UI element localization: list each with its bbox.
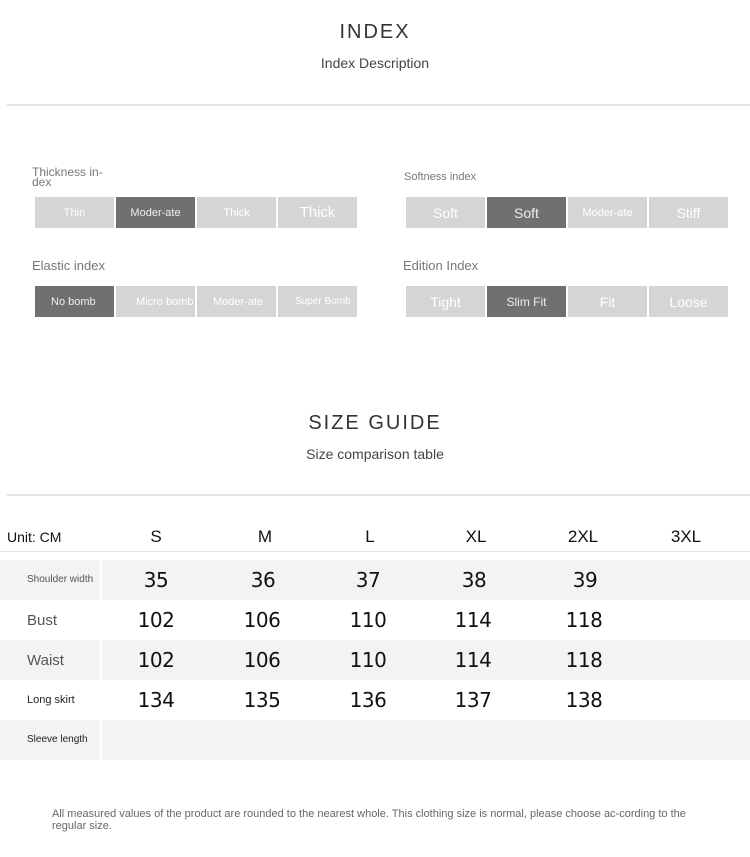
divider	[7, 104, 750, 106]
column-header: S	[150, 527, 162, 546]
column-header: XL	[465, 527, 487, 546]
table-cell: 102	[137, 648, 175, 672]
column-header: 2XL	[567, 527, 599, 546]
edition-option-fit: Fit	[568, 286, 647, 317]
row-label: Waist	[27, 651, 64, 669]
thickness-option-moderate: Moder-ate	[116, 197, 195, 228]
table-cell: 137	[454, 688, 492, 712]
thickness-option-thick-2: Thick	[278, 197, 357, 228]
size-table-header	[0, 523, 750, 551]
table-cell: 118	[565, 648, 603, 672]
softness-option-soft-2: Soft	[487, 197, 566, 228]
softness-option-stiff: Stiff	[649, 197, 728, 228]
table-row	[0, 680, 750, 720]
edition-index-label: Edition Index	[403, 258, 479, 273]
table-cell: 38	[461, 568, 487, 592]
table-cell: 134	[137, 688, 175, 712]
elastic-option-micro-bomb: Micro bomb	[116, 286, 195, 317]
table-cell: 39	[572, 568, 598, 592]
softness-index-label: Softness index	[404, 171, 477, 183]
elastic-option-super-bomb: Super Bomb	[278, 286, 357, 317]
edition-option-tight: Tight	[406, 286, 485, 317]
table-cell: 138	[565, 688, 603, 712]
table-cell: 106	[243, 608, 281, 632]
row-label: Long skirt	[27, 694, 75, 706]
table-row	[0, 560, 750, 600]
thickness-option-thick: Thick	[197, 197, 276, 228]
elastic-index-scale	[35, 286, 357, 317]
column-header: L	[365, 527, 375, 546]
thickness-index-label: Thickness in-dex	[32, 165, 103, 189]
table-cell: 114	[454, 648, 492, 672]
measurement-note: All measured values of the product are rounded to the nearest whole. This clothing size is normal, please choose ac-cording to the regular size.	[52, 808, 686, 832]
thickness-index-scale	[35, 197, 357, 228]
table-cell: 114	[454, 608, 492, 632]
table-cell: 118	[565, 608, 603, 632]
table-cell: 35	[143, 568, 169, 592]
edition-option-slim-fit: Slim Fit	[487, 286, 566, 317]
elastic-option-no-bomb: No bomb	[35, 286, 114, 317]
table-row	[0, 640, 750, 680]
index-title: INDEX	[339, 21, 411, 43]
softness-index-scale	[406, 197, 728, 228]
divider	[7, 494, 750, 496]
table-cell: 135	[243, 688, 281, 712]
table-row	[0, 600, 750, 640]
table-cell: 36	[250, 568, 276, 592]
table-cell: 102	[137, 608, 175, 632]
elastic-index-label: Elastic index	[32, 258, 105, 273]
table-cell: 136	[349, 688, 387, 712]
column-header: 3XL	[670, 527, 702, 546]
softness-option-soft: Soft	[406, 197, 485, 228]
size-guide-subtitle: Size comparison table	[306, 446, 444, 462]
row-label: Bust	[27, 611, 58, 629]
table-cell: 110	[349, 648, 387, 672]
divider	[0, 551, 750, 552]
row-label: Shoulder width	[27, 574, 94, 585]
row-label: Sleeve length	[27, 734, 88, 745]
table-cell: 110	[349, 608, 387, 632]
size-guide-title: SIZE GUIDE	[308, 412, 442, 434]
unit-label: Unit: CM	[7, 529, 62, 545]
table-cell: 37	[355, 568, 381, 592]
column-header: M	[257, 527, 273, 546]
table-cell: 106	[243, 648, 281, 672]
elastic-option-moderate: Moder-ate	[197, 286, 276, 317]
thickness-option-thin: Thin	[35, 197, 114, 228]
softness-option-moderate: Moder-ate	[568, 197, 647, 228]
index-subtitle: Index Description	[320, 55, 430, 71]
table-row	[0, 720, 750, 760]
edition-index-scale	[406, 286, 728, 317]
edition-option-loose: Loose	[649, 286, 728, 317]
